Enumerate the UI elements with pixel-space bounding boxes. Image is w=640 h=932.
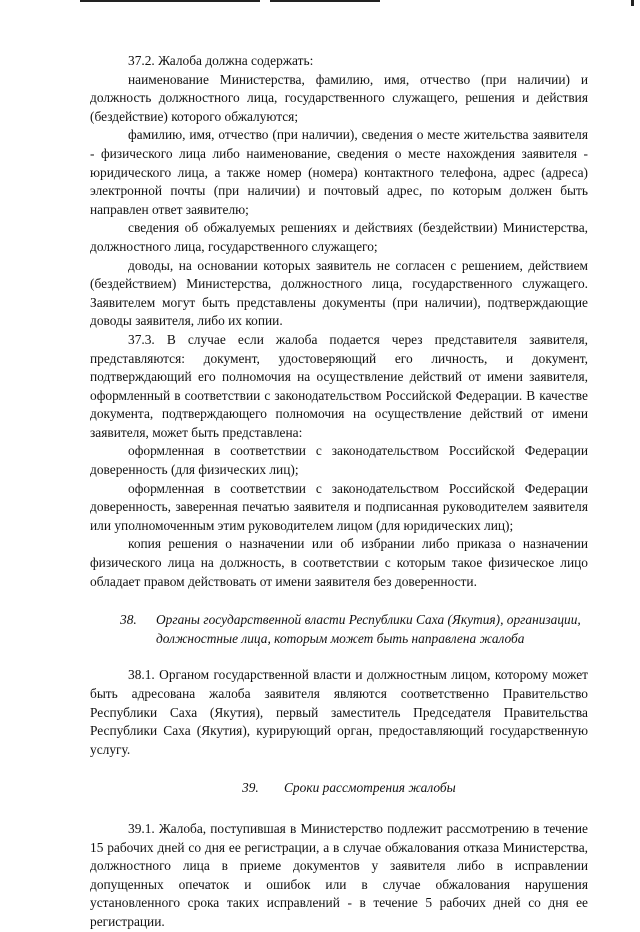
paragraph-38-1: 38.1. Органом государственной власти и должностным лицом, которому может быть адресована жалоба заявителя являются соответственно Правительство Республики Саха (Якутия), первый заместитель Председателя Правительства Республики Саха (Якутия), курирующий орган, предоставляющий государственную услугу. — [90, 667, 588, 757]
section-title: Сроки рассмотрения жалобы — [284, 780, 456, 796]
paragraph-37-3: 37.3. В случае если жалоба подается через представителя заявителя, представляются: документ, удостоверяющий его личность, и документ, подтверждающий его полномочия на осуществление действий от имени заявителя, оформленный в соответствии с законодательством Российской Федерации. В качестве документа, подтверждающего полномочия на осуществление действий от имени заявителя, может быть представлена: — [90, 331, 588, 440]
paragraph-item: оформленная в соответствии с законодательством Российской Федерации доверенность (для физических лиц); — [90, 443, 588, 478]
scan-artifact-line — [80, 0, 260, 2]
scan-artifact-line — [270, 0, 380, 2]
paragraph-item: сведения об обжалуемых решениях и действиях (бездействии) Министерства, должностного лица, государственного служащего; — [90, 220, 588, 254]
section-number: 38. — [120, 612, 137, 628]
paragraph-39-1: 39.1. Жалоба, поступившая в Министерство подлежит рассмотрению в течение 15 рабочих дней со дня ее регистрации, а в случае обжалования отказа Министерства, должностного лица в приеме документов у заявителя либо в исправлении допущенных опечаток и ошибок или в случае обжалования нарушения установленного срока таких исправлений - в течение 5 рабочих дней со дня ее регистрации. — [90, 820, 588, 929]
paragraph-item: оформленная в соответствии с законодательством Российской Федерации доверенность, заверенная печатью заявителя и подписанная руководителем заявителя или уполномоченным этим руководителем лицом (для юридических лиц); — [90, 480, 588, 533]
paragraph-item: наименование Министерства, фамилию, имя, отчество (при наличии) и должность должностного лица, государственного служащего, решения и действия (бездействие) которого обжалуются; — [90, 71, 588, 124]
section-number: 39. — [242, 780, 259, 796]
paragraph-item: фамилию, имя, отчество (при наличии), сведения о месте жительства заявителя - физического лица либо наименование, сведения о месте нахождения заявителя - юридического лица, а также номер (номера) контактного телефона, адрес (адреса) электронной почты (при наличии) и почтовый адрес, по которым должен быть направлен ответ заявителю; — [90, 127, 588, 217]
paragraph-37-2: 37.2. Жалоба должна содержать: — [128, 53, 314, 68]
section-heading-39 — [90, 779, 588, 798]
document-page — [90, 52, 588, 932]
scan-artifact-mark — [631, 0, 634, 6]
paragraph-item: копия решения о назначении или об избрании либо приказа о назначении физического лица на должность, в соответствии с которым такое физическое лицо обладает правом действовать от имени заявителя без доверенности. — [90, 536, 588, 589]
section-heading-38 — [90, 611, 588, 648]
section-title-line1: Органы государственной власти Республики Саха (Якутия), организации, — [156, 612, 581, 628]
paragraph-item: доводы, на основании которых заявитель не согласен с решением, действием (бездействием) Министерства, должностного лица, государственного служащего. Заявителем могут быть представлены документы (при наличии), подтверждающие доводы заявителя, либо их копии. — [90, 257, 588, 329]
section-title-line2: должностные лица, которым может быть направлена жалоба — [156, 630, 525, 646]
